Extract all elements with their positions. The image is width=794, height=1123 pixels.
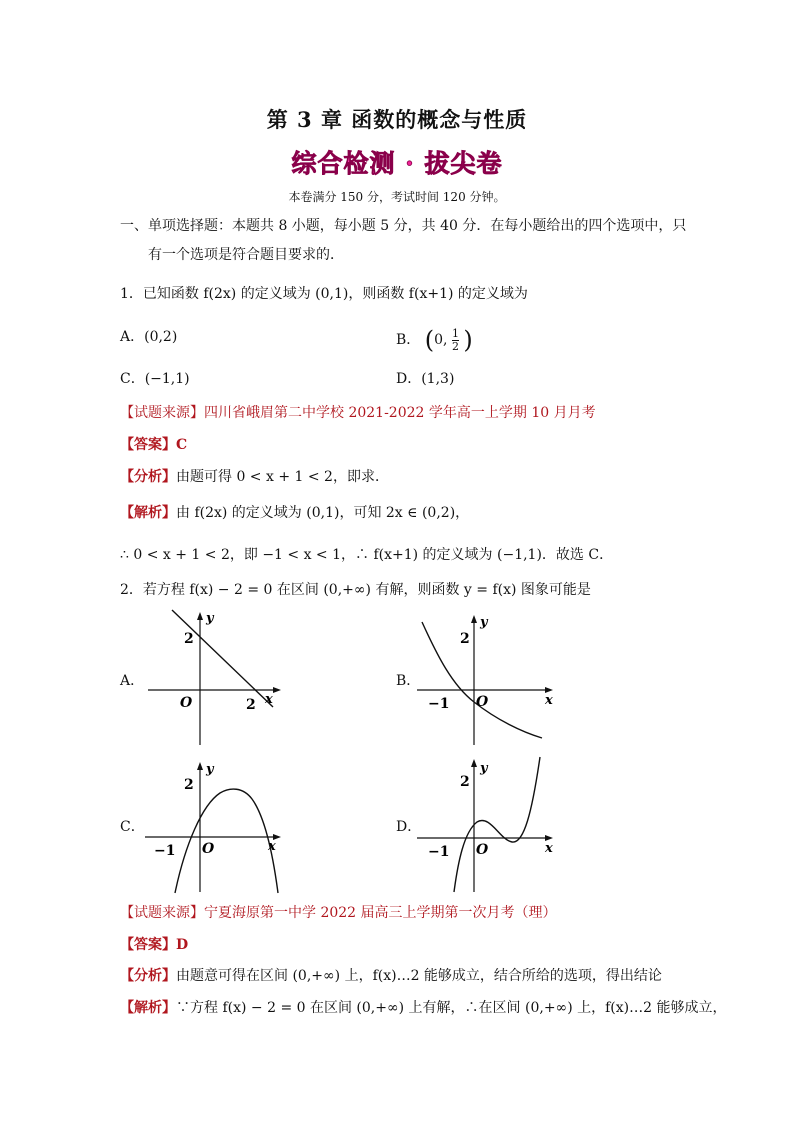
q1-solution-text: 由 f(2x) 的定义域为 (0,1)，可知 2x ∈ (0,2)，	[176, 505, 470, 521]
q2-graph-c	[140, 755, 290, 895]
q1-analysis-tag: 【分析】	[120, 469, 176, 485]
q1-answer-tag: 【答案】	[120, 437, 176, 453]
tick-x: −1	[428, 696, 450, 712]
q2-graph-b	[412, 610, 562, 750]
q2-option-a-label: A．	[120, 673, 145, 689]
q1-option-d: D．(1,3)	[396, 371, 455, 387]
q2-graph-d	[412, 752, 562, 895]
tick-y: 2	[184, 777, 194, 793]
banner-text: 综合检测 · 拔尖卷	[291, 149, 503, 178]
origin: O	[180, 695, 193, 711]
tick-y: 2	[460, 631, 470, 647]
tick-y: 2	[184, 631, 194, 647]
q1-solution-tag: 【解析】	[120, 505, 176, 521]
q2-source	[120, 903, 557, 923]
q2-option-c-label: C．	[120, 819, 145, 835]
origin: O	[476, 694, 489, 710]
q1-source-text: 四川省峨眉第二中学校 2021-2022 学年高一上学期 10 月月考	[204, 405, 596, 421]
q2-stem: 2．若方程 f(x) − 2 = 0 在区间 (0,+∞) 有解，则函数 y = f(x) 图象可能是	[120, 582, 591, 598]
q1-option-b: B． (0, $\frac{1}{2}$ )	[396, 326, 473, 354]
y-label: y	[206, 611, 214, 626]
tick-x: 2	[246, 697, 256, 713]
q2-answer-tag: 【答案】	[120, 937, 176, 953]
y-label: y	[480, 761, 488, 776]
q1-answer-value: C	[176, 437, 188, 453]
q1-option-b-fraction	[452, 328, 459, 353]
x-label: x	[545, 693, 553, 708]
q1-analysis	[120, 467, 389, 487]
y-axis-arrow	[471, 759, 477, 767]
tick-y: 2	[460, 774, 470, 790]
section-heading-cont: 有一个选项是符合题目要求的．	[148, 247, 344, 263]
banner	[287, 145, 507, 185]
q1-solution-cont: ∴ 0 < x + 1 < 2，即 −1 < x < 1，∴ f(x+1) 的定义域为 (−1,1)．故选 C．	[120, 547, 614, 563]
q1-option-b-prefix: B．	[396, 332, 421, 348]
subtitle: 本卷满分 150 分，考试时间 120 分钟。	[288, 190, 506, 204]
q2-analysis-tag: 【分析】	[120, 968, 176, 984]
q2-source-tag: 【试题来源】	[120, 905, 204, 921]
q2-analysis	[120, 966, 662, 986]
tick-x: −1	[154, 843, 176, 859]
q1-source-tag: 【试题来源】	[120, 405, 204, 421]
q1-option-b-paren-open: (	[424, 326, 435, 354]
q1-option-a: A．(0,2)	[120, 329, 178, 345]
q1-solution	[120, 503, 469, 523]
q1-analysis-text: 由题可得 0 < x + 1 < 2，即求．	[176, 469, 389, 485]
q2-solution-text: ∵方程 f(x) − 2 = 0 在区间 (0,+∞) 上有解，∴在区间 (0,+∞) 上，f(x)…2 能够成立，	[176, 1000, 727, 1016]
x-label: x	[545, 841, 553, 856]
y-label: y	[480, 615, 488, 630]
q1-option-b-num: 1	[451, 326, 459, 340]
q2-source-text: 宁夏海原第一中学 2022 届高三上学期第一次月考（理）	[204, 905, 557, 921]
q2-solution-tag: 【解析】	[120, 1000, 176, 1016]
q1-source	[120, 403, 596, 423]
q1-answer	[120, 435, 187, 455]
q2-option-d-label: D．	[396, 819, 422, 835]
y-axis-arrow	[197, 762, 203, 770]
origin: O	[202, 841, 215, 857]
section-heading: 一、单项选择题：本题共 8 小题，每小题 5 分，共 40 分．在每小题给出的四个选项中，只	[120, 218, 687, 234]
curve-parabola	[175, 789, 278, 893]
q2-option-b-label: B．	[396, 673, 421, 689]
q2-analysis-text: 由题意可得在区间 (0,+∞) 上，f(x)…2 能够成立，结合所给的选项，得出结论	[176, 968, 662, 984]
x-axis-arrow	[273, 687, 281, 693]
q1-stem: 1．已知函数 f(2x) 的定义域为 (0,1)，则函数 f(x+1) 的定义域为	[120, 286, 528, 302]
x-label: x	[265, 692, 273, 707]
q2-answer	[120, 935, 188, 955]
q2-solution	[120, 998, 726, 1018]
x-label: x	[268, 839, 276, 854]
q2-answer-value: D	[176, 937, 189, 953]
curve-line	[172, 610, 273, 707]
q1-option-b-paren-close: )	[463, 326, 473, 354]
curve-decay	[422, 622, 542, 738]
page-title: 第 3 章 函数的概念与性质	[266, 107, 528, 132]
q2-graph-a	[140, 605, 290, 750]
tick-x: −1	[428, 844, 450, 860]
q1-option-c: C．(−1,1)	[120, 371, 190, 387]
q1-option-b-den: 2	[451, 339, 459, 353]
origin: O	[476, 842, 489, 858]
y-axis-arrow	[471, 615, 477, 623]
y-axis-arrow	[197, 612, 203, 620]
y-label: y	[206, 762, 214, 777]
banner-graphic	[287, 145, 507, 181]
